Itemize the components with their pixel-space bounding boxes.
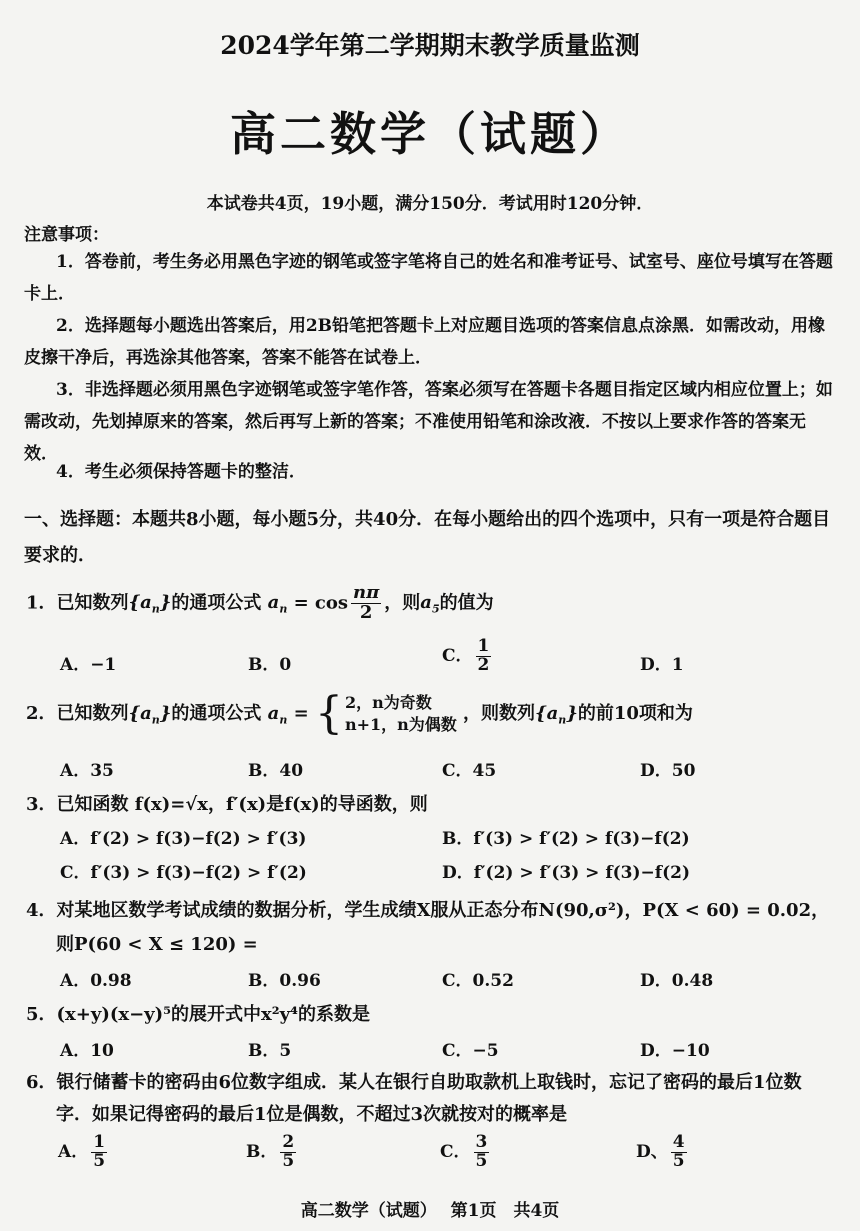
q5-option-c: C．−5 [442,1041,499,1061]
question-2: 2．已知数列$\{a_n\}$的通项公式 $a_n$ = { 2，n为奇数 n+1，n为偶数 ，则数列$\{a_n\}$的前10项和为 [26,688,693,739]
q5-option-a: A．10 [60,1041,114,1061]
q3-option-b: B．f′(3) > f′(2) > f(3)−f(2) [442,829,690,849]
q2-option-d: D．50 [640,761,696,781]
question-1: 1．已知数列$\{a_n\}$的通项公式 $a_n = \cos$ $\frac{n\pi}{2}$ ，则$a_5$的值为 [26,582,494,623]
q1-option-c: C． $\frac{1}{2}$ [442,636,490,675]
note-item-1 [24,246,834,310]
q6-option-b: B． $\frac{2}{5}$ [246,1132,295,1171]
q3-option-c: C．f′(3) > f(3)−f(2) > f′(2) [60,863,307,883]
q4-option-a: A．0.98 [60,971,132,991]
footer-page-number: 第1页 共4页 [450,1201,560,1221]
note-text: 3．非选择题必须用黑色字迹钢笔或签字笔作答，答案必须写在答题卡各题目指定区域内相应位置上；如需改动，先划掉原来的答案，然后再写上新的答案；不准使用铅笔和涂改液．不按以上要求作答的答案无效． [24,380,833,464]
q3-option-a: A．f′(2) > f(3)−f(2) > f′(3) [60,829,307,849]
page-title: 高二数学（试题） [230,107,630,161]
q4-option-b: B．0.96 [248,971,321,991]
q3-option-d: D．f′(2) > f′(3) > f(3)−f(2) [442,863,691,883]
question-6-cont: 字．如果记得密码的最后1位是偶数，不超过3次就按对的概率是 [56,1104,568,1125]
question-4-cont: 则P(60 < X ≤ 120) = [56,934,258,955]
note-text: 1．答卷前，考生务必用黑色字迹的钢笔或签字笔将自己的姓名和准考证号、试室号、座位号填写在答题卡上． [24,252,833,304]
question-6: 6．银行储蓄卡的密码由6位数字组成．某人在银行自助取款机上取钱时，忘记了密码的最后1位数 [26,1072,802,1093]
note-text: 4．考生必须保持答题卡的整洁． [56,462,306,482]
note-item-4 [24,456,834,488]
footer-subject: 高二数学（试题） [300,1201,437,1221]
q5-option-b: B．5 [248,1041,292,1061]
q6-option-a: A． $\frac{1}{5}$ [58,1132,106,1171]
q6-option-d: D、 $\frac{4}{5}$ [636,1132,685,1171]
question-5: 5．(x+y)(x−y)⁵的展开式中x²y⁴的系数是 [26,1004,370,1025]
q4-option-c: C．0.52 [442,971,514,991]
note-item-2 [24,310,834,374]
question-4: 4．对某地区数学考试成绩的数据分析，学生成绩X服从正态分布N(90,σ²)，P(X < 60) = 0.02， [26,900,830,921]
q6-option-c: C． $\frac{3}{5}$ [440,1132,488,1171]
page-footer [0,1196,860,1221]
q2-option-b: B．40 [248,761,304,781]
question-3: 3．已知函数 f(x)=√x，f′(x)是f(x)的导函数，则 [26,794,428,815]
q5-option-d: D．−10 [640,1041,710,1061]
q4-option-d: D．0.48 [640,971,714,991]
exam-title: 2024学年第二学期期末教学质量监测 [220,31,640,60]
q2-option-a: A．35 [60,761,114,781]
notes-heading: 注意事项： [24,225,109,245]
q2-option-c: C．45 [442,761,497,781]
q1-option-a: A．−1 [60,655,117,675]
q1-option-d: D．1 [640,655,684,675]
note-text: 2．选择题每小题选出答案后，用2B铅笔把答题卡上对应题目选项的答案信息点涂黑．如需改动，用橡皮擦干净后，再选涂其他答案，答案不能答在试卷上． [24,316,826,368]
exam-info: 本试卷共4页，19小题，满分150分．考试用时120分钟． [206,194,654,214]
section-heading: 一、选择题：本题共8小题，每小题5分，共40分．在每小题给出的四个选项中，只有一项是符合题目要求的． [24,509,831,566]
q1-option-b: B．0 [248,655,292,675]
